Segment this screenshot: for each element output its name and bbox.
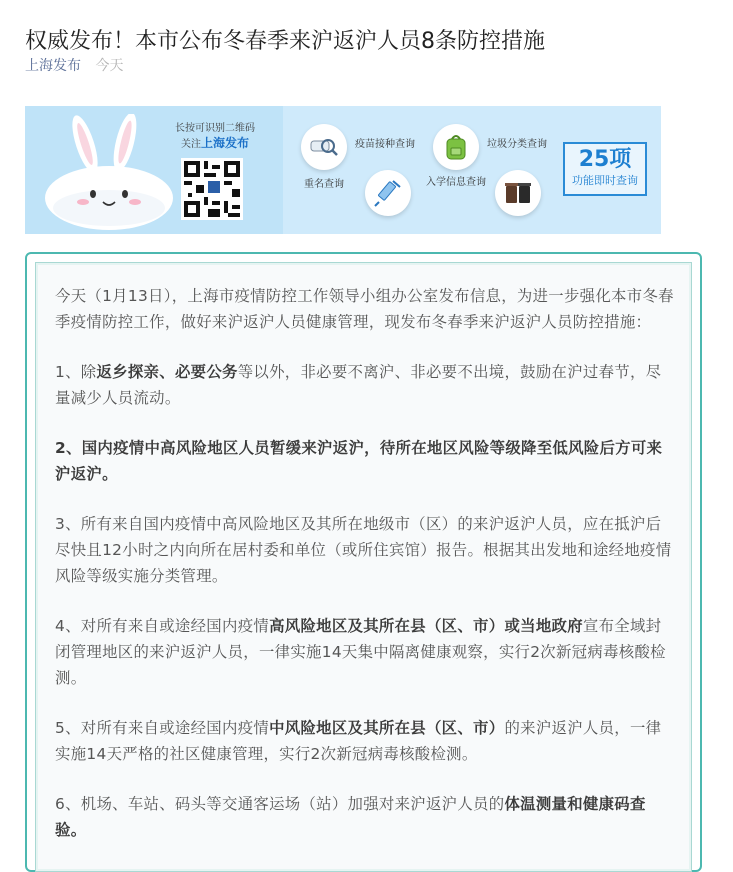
article-meta bbox=[25, 56, 123, 76]
paragraph-measure-1 bbox=[55, 359, 677, 411]
publish-date: 今天 bbox=[95, 58, 124, 74]
paragraph-measure-5 bbox=[55, 715, 677, 767]
magnifier-nameplate-icon bbox=[309, 132, 339, 162]
follow-prefix: 关注 bbox=[180, 139, 201, 150]
feature-count-caption: 功能即时查询 bbox=[572, 174, 638, 187]
bunny-bun-mascot-icon bbox=[37, 114, 187, 232]
name-search-button[interactable] bbox=[301, 124, 347, 170]
paragraph-measure-3: 3、所有来自国内疫情中高风险地区及其所在地级市（区）的来沪返沪人员，应在抵沪后尽快且12小时之内向所在居村委和单位（或所住宾馆）报告。根据其出发地和途经地疫情风险等级实施分类管理。 bbox=[55, 515, 672, 585]
syringe-icon bbox=[373, 178, 403, 208]
measure-4-emphasis: 高风险地区及其所在县（区、市）或当地政府 bbox=[269, 617, 583, 635]
enrollment-search-button[interactable] bbox=[433, 124, 479, 170]
trash-bins-icon bbox=[503, 178, 533, 208]
paragraph-measure-2 bbox=[55, 435, 677, 487]
author-link[interactable]: 上海发布 bbox=[25, 58, 81, 74]
measure-2-emphasis: 2、国内疫情中高风险地区人员暂缓来沪返沪，待所在地区风险等级降至低风险后方可来沪返沪。 bbox=[55, 439, 663, 483]
article-body bbox=[55, 283, 677, 867]
paragraph-measure-6 bbox=[55, 791, 677, 843]
measure-5-rest: 的来沪返沪人员，一律实施14天严格的社区健康管理，实行2次新冠病毒核酸检测。 bbox=[55, 719, 662, 763]
measure-5-emphasis: 中风险地区及其所在县（区、市） bbox=[269, 719, 505, 737]
paragraph-measure-4 bbox=[55, 613, 677, 691]
feature-count: 25项 bbox=[578, 147, 632, 172]
service-label-garbage: 垃圾分类查询 bbox=[487, 139, 547, 150]
article-title: 权威发布！本市公布冬春季来沪返沪人员8条防控措施 bbox=[25, 28, 545, 54]
measure-5-lead: 5、对所有来自或途经国内疫情 bbox=[55, 719, 270, 737]
measure-6-lead: 6、机场、车站、码头等交通客运场（站）加强对来沪返沪人员的 bbox=[55, 795, 505, 813]
feature-count-box[interactable] bbox=[563, 142, 647, 196]
qr-caption bbox=[167, 122, 263, 152]
service-label-name: 重名查询 bbox=[304, 179, 344, 190]
follow-account: 上海发布 bbox=[200, 136, 249, 150]
measure-4-lead: 4、对所有来自或途经国内疫情 bbox=[55, 617, 270, 635]
qr-code-icon bbox=[184, 161, 240, 217]
measure-1-lead: 1、除 bbox=[55, 363, 97, 381]
measure-6-emphasis: 体温测量和健康码查验。 bbox=[55, 795, 646, 839]
vaccine-search-button[interactable] bbox=[365, 170, 411, 216]
paragraph-intro: 今天（1月13日），上海市疫情防控工作领导小组办公室发布信息，为进一步强化本市冬春季疫情防控工作，做好来沪返沪人员健康管理，现发布冬春季来沪返沪人员防控措施： bbox=[55, 287, 674, 331]
promo-banner[interactable] bbox=[25, 106, 661, 234]
measure-4-rest: 宣布全域封闭管理地区的来沪返沪人员，一律实施14天集中隔离健康观察，实行2次新冠病毒核酸检测。 bbox=[55, 617, 666, 687]
backpack-icon bbox=[441, 132, 471, 162]
qr-code[interactable] bbox=[181, 158, 243, 220]
follow-line bbox=[167, 136, 263, 152]
measure-1-rest: 等以外，非必要不离沪、非必要不出境，鼓励在沪过春节，尽量减少人员流动。 bbox=[55, 363, 662, 407]
garbage-sorting-button[interactable] bbox=[495, 170, 541, 216]
measure-1-emphasis: 返乡探亲、必要公务 bbox=[96, 363, 238, 381]
service-label-vaccine: 疫苗接种查询 bbox=[355, 139, 415, 150]
service-label-enrollment: 入学信息查询 bbox=[426, 177, 486, 188]
qr-hint: 长按可识别二维码 bbox=[175, 123, 255, 134]
